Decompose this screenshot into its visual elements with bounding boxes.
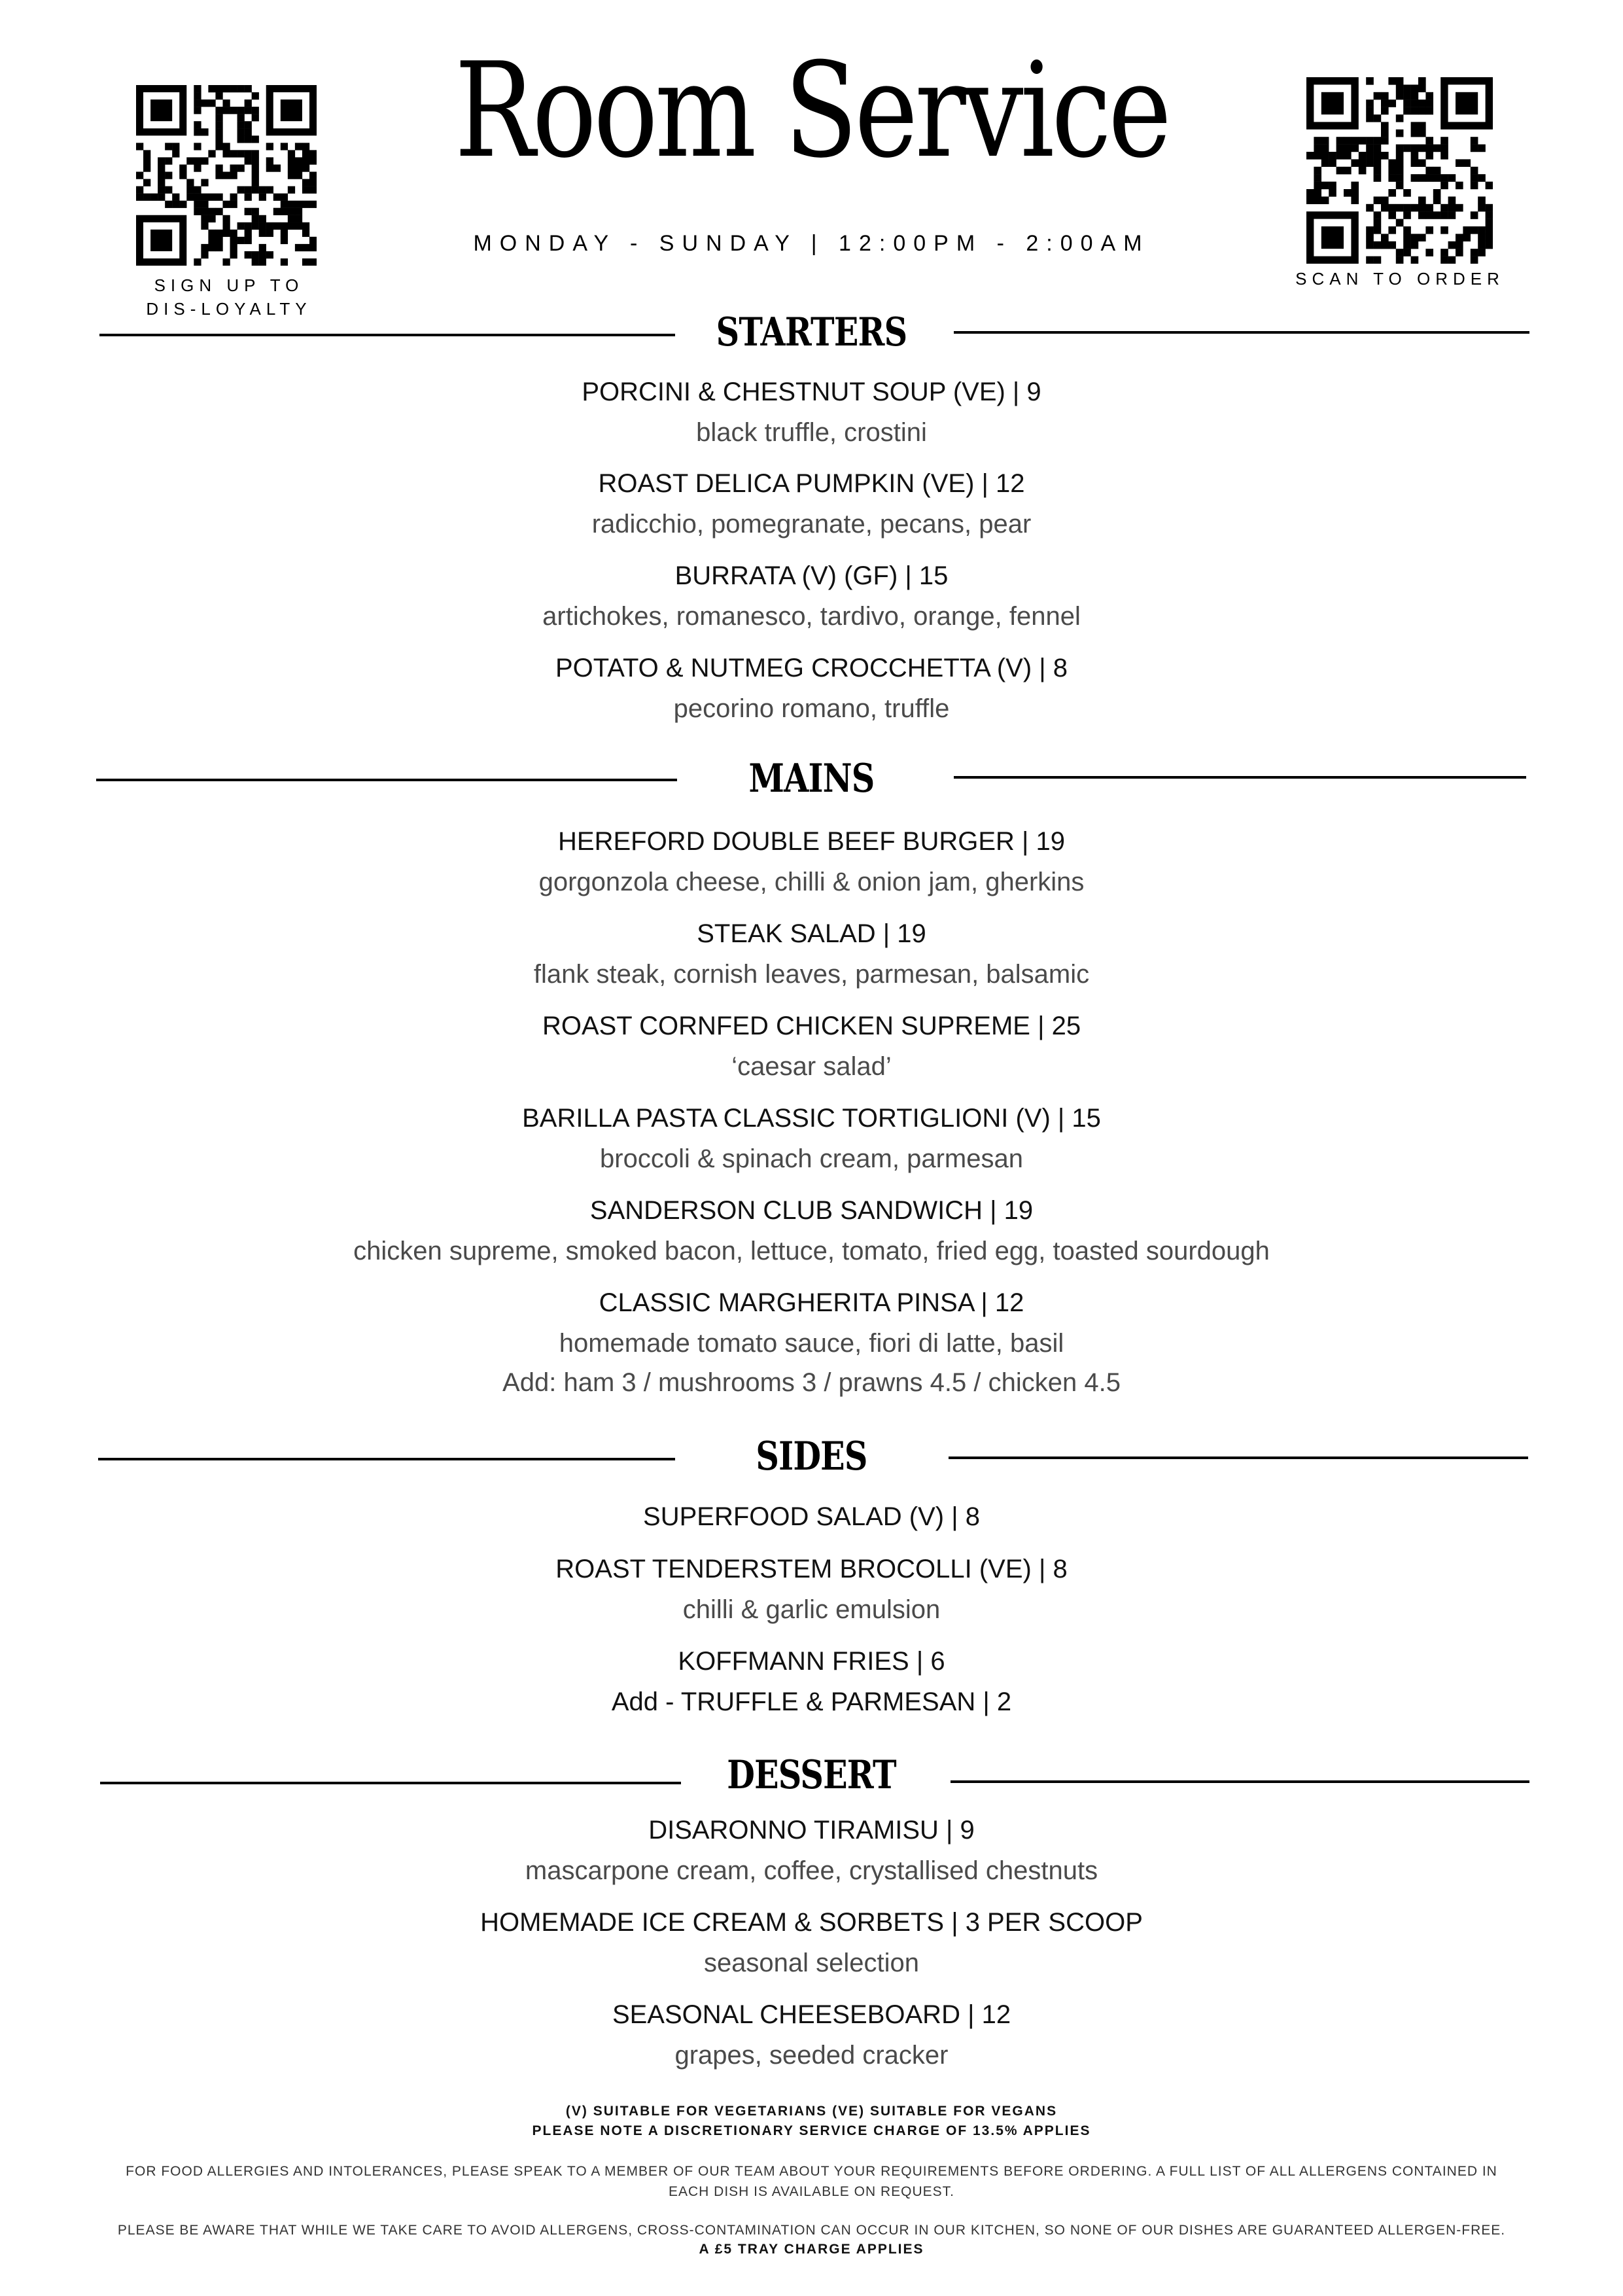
menu-item <box>0 376 1623 449</box>
menu-item <box>0 1010 1623 1083</box>
menu-item <box>0 1286 1623 1399</box>
tray-charge-note: A £5 TRAY CHARGE APPLIES <box>699 2242 924 2257</box>
sides-heading <box>0 1434 1623 1489</box>
service-charge-note: PLEASE NOTE A DISCRETIONARY SERVICE CHARGE OF 13.5% APPLIES <box>532 2123 1091 2138</box>
item-description: pecorino romano, truffle <box>673 694 950 723</box>
item-name: HEREFORD DOUBLE BEEF BURGER | 19 <box>558 827 1065 856</box>
menu-item <box>0 1998 1623 2072</box>
dessert-heading <box>0 1752 1623 1808</box>
menu-item <box>0 467 1623 540</box>
menu-item <box>0 917 1623 991</box>
item-name: SANDERSON CLUB SANDWICH | 19 <box>589 1196 1034 1225</box>
heading-rule-right <box>954 776 1526 779</box>
item-name: PORCINI & CHESTNUT SOUP (VE) | 9 <box>582 378 1041 406</box>
item-name: HOMEMADE ICE CREAM & SORBETS | 3 PER SCOOP <box>480 1908 1143 1937</box>
item-description: chilli & garlic emulsion <box>682 1595 941 1624</box>
item-name: SEASONAL CHEESEBOARD | 12 <box>612 2000 1011 2029</box>
menu-item <box>0 1906 1623 1979</box>
menu-item <box>0 559 1623 633</box>
section-title: DESSERT <box>727 1752 896 1798</box>
section-title: MAINS <box>748 756 875 802</box>
order-qr-code[interactable] <box>1306 77 1493 264</box>
menu-item <box>0 825 1623 898</box>
item-name: BARILLA PASTA CLASSIC TORTIGLIONI (V) | 15 <box>522 1104 1101 1133</box>
item-description: artichokes, romanesco, tardivo, orange, fennel <box>542 602 1081 631</box>
cross-contamination-note: PLEASE BE AWARE THAT WHILE WE TAKE CARE TO AVOID ALLERGENS, CROSS-CONTAMINATION CAN OCCUR IN OUR KITCHEN, SO NONE OF OUR DISHES ARE GUARANTEED ALLERGEN-FREE. <box>117 2223 1506 2238</box>
section-title: SIDES <box>756 1434 867 1479</box>
item-name: ROAST DELICA PUMPKIN (VE) | 12 <box>598 469 1025 498</box>
heading-rule-right <box>954 331 1529 334</box>
loyalty-caption-line-2: DIS-LOYALTY <box>146 299 312 319</box>
item-description: flank steak, cornish leaves, parmesan, balsamic <box>533 960 1090 989</box>
opening-hours: MONDAY - SUNDAY | 12:00PM - 2:00AM <box>473 231 1150 256</box>
order-qr-caption: SCAN TO ORDER <box>1295 269 1505 289</box>
heading-rule-right <box>949 1457 1528 1459</box>
item-name: SUPERFOOD SALAD (V) | 8 <box>643 1502 980 1531</box>
loyalty-qr-code[interactable] <box>136 85 317 266</box>
item-description: grapes, seeded cracker <box>674 2041 949 2070</box>
menu-item <box>0 1553 1623 1626</box>
item-name: KOFFMANN FRIES | 6 <box>678 1647 945 1676</box>
item-name: ROAST TENDERSTEM BROCOLLI (VE) | 8 <box>555 1555 1068 1583</box>
item-description: black truffle, crostini <box>696 418 927 447</box>
item-description: ‘caesar salad’ <box>731 1052 892 1081</box>
item-description: seasonal selection <box>703 1949 920 1977</box>
item-name: ROAST CORNFED CHICKEN SUPREME | 25 <box>542 1012 1081 1040</box>
section-title: STARTERS <box>716 309 907 355</box>
menu-item <box>0 1194 1623 1267</box>
loyalty-caption-line-1: SIGN UP TO <box>154 275 304 295</box>
item-add-on: Add - TRUFFLE & PARMESAN | 2 <box>611 1687 1012 1716</box>
dietary-key: (V) SUITABLE FOR VEGETARIANS (VE) SUITABLE FOR VEGANS <box>565 2104 1058 2119</box>
item-name: DISARONNO TIRAMISU | 9 <box>648 1816 975 1845</box>
page-title: Room Service <box>454 35 1169 187</box>
menu-item <box>0 1645 1623 1718</box>
menu-item <box>0 652 1623 725</box>
item-description: mascarpone cream, coffee, crystallised chestnuts <box>525 1856 1098 1885</box>
item-description: chicken supreme, smoked bacon, lettuce, tomato, fried egg, toasted sourdough <box>353 1237 1270 1265</box>
allergy-note-line-1: FOR FOOD ALLERGIES AND INTOLERANCES, PLEASE SPEAK TO A MEMBER OF OUR TEAM ABOUT YOUR REQUIREMENTS BEFORE ORDERING. A FULL LIST OF ALL ALLERGENS CONTAINED IN <box>126 2164 1497 2179</box>
menu-item <box>0 1102 1623 1175</box>
item-description: homemade tomato sauce, fiori di latte, basil <box>559 1329 1064 1358</box>
item-name: CLASSIC MARGHERITA PINSA | 12 <box>599 1288 1024 1317</box>
heading-rule-right <box>951 1780 1529 1783</box>
item-name: POTATO & NUTMEG CROCCHETTA (V) | 8 <box>555 654 1068 682</box>
item-description: radicchio, pomegranate, pecans, pear <box>591 510 1032 539</box>
item-name: STEAK SALAD | 19 <box>697 919 926 948</box>
allergy-note-line-2: EACH DISH IS AVAILABLE ON REQUEST. <box>668 2184 954 2199</box>
menu-item <box>0 1814 1623 1887</box>
menu-item <box>0 1500 1623 1533</box>
item-description: gorgonzola cheese, chilli & onion jam, gherkins <box>538 868 1085 896</box>
item-description: broccoli & spinach cream, parmesan <box>600 1144 1023 1173</box>
item-name: BURRATA (V) (GF) | 15 <box>674 561 949 590</box>
mains-heading <box>0 756 1623 811</box>
item-add-ons: Add: ham 3 / mushrooms 3 / prawns 4.5 / chicken 4.5 <box>502 1368 1121 1397</box>
